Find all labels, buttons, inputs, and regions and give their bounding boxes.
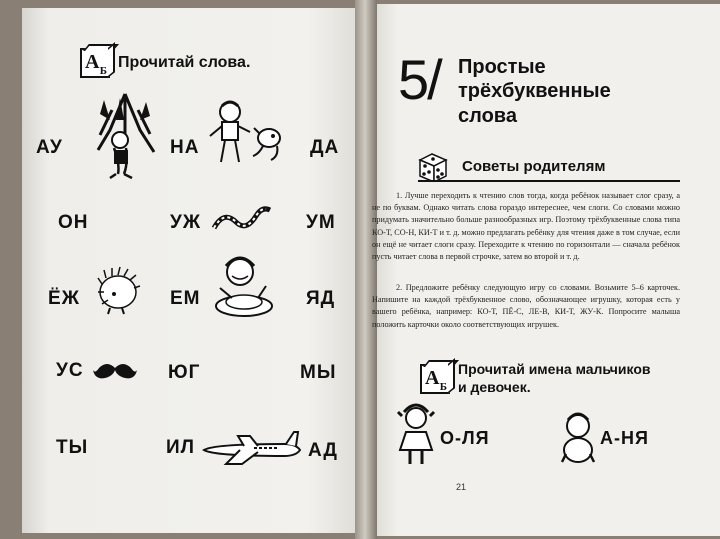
left-page-heading: Прочитай слова. (118, 54, 251, 71)
word-yozh: ЁЖ (48, 288, 80, 309)
abc-cube-icon-2: А Б (420, 364, 450, 394)
word-na: НА (170, 137, 200, 158)
airplane-icon (200, 428, 304, 468)
girl-eating-icon (210, 252, 278, 326)
advice-heading: Советы родителям (462, 158, 606, 175)
chapter-number: 5/ (398, 48, 441, 111)
word-uzh: УЖ (170, 212, 201, 233)
names-heading-line1: Прочитай имена мальчиков (458, 361, 651, 377)
word-ty: ТЫ (56, 437, 89, 458)
advice-paragraph-1: 1. Лучше переходить к чтению слов тогда, когда ребёнок называет слог сразу, а не по буквам. Однако читать слова гораздо интереснее, чем слоги. Со словами можно придумать значительно больше разнообразных игр. Поэтому трёхбуквенные слова типа КО-Т, СО-Н, КИ-Т и т. д. можно предлагать ребёнку для чтения даже в том случае, если он ещё не читает слоги сразу. Переходите к чтению по горизонтали — сначала ребёнок пусть читает слова в первой строчке, затем во второй и т. д. (372, 191, 680, 262)
boy-under-tree-icon (90, 90, 160, 182)
word-um: УМ (306, 212, 336, 233)
word-da: ДА (310, 137, 340, 158)
word-em: ЕМ (170, 288, 201, 309)
mustache-icon (92, 358, 138, 384)
chapter-title-line2: трёхбуквенные (458, 80, 611, 102)
advice-divider (418, 180, 680, 182)
chapter-title-line1: Простые (458, 56, 546, 78)
word-ad: АД (308, 440, 338, 461)
word-on: ОН (58, 212, 89, 233)
word-au: АУ (36, 137, 63, 158)
girl-olya-icon (396, 402, 436, 468)
hedgehog-icon (92, 262, 142, 316)
dice-icon (416, 150, 450, 182)
page-number: 21 (456, 482, 467, 492)
book-spine (355, 0, 377, 539)
boy-with-dog-icon (205, 98, 287, 168)
word-my: МЫ (300, 362, 337, 383)
chapter-title-line3: слова (458, 105, 517, 127)
abc-cube-icon: А Б (80, 48, 110, 78)
word-il: ИЛ (166, 437, 195, 458)
word-yad: ЯД (306, 288, 336, 309)
word-yug: ЮГ (168, 362, 201, 383)
names-heading-line2: и девочек. (458, 379, 531, 395)
snake-icon (208, 198, 274, 238)
name-anya: А-НЯ (600, 428, 649, 448)
word-us: УС (56, 360, 84, 381)
name-olya: О-ЛЯ (440, 428, 490, 448)
girl-anya-icon (558, 410, 598, 466)
advice-paragraph-2: 2. Предложите ребёнку следующую игру со словами. Возьмите 5–6 карточек. Напишите на каждой трёхбуквенное слово, обозначающее игрушку, которая есть у вашего ребёнка, например: КО-Т, ПЁ-С, ЛЕ-В, КИ-Т, ЖУ-К. Попросите малыша положить карточки около соответствующих игрушек. (372, 283, 680, 329)
